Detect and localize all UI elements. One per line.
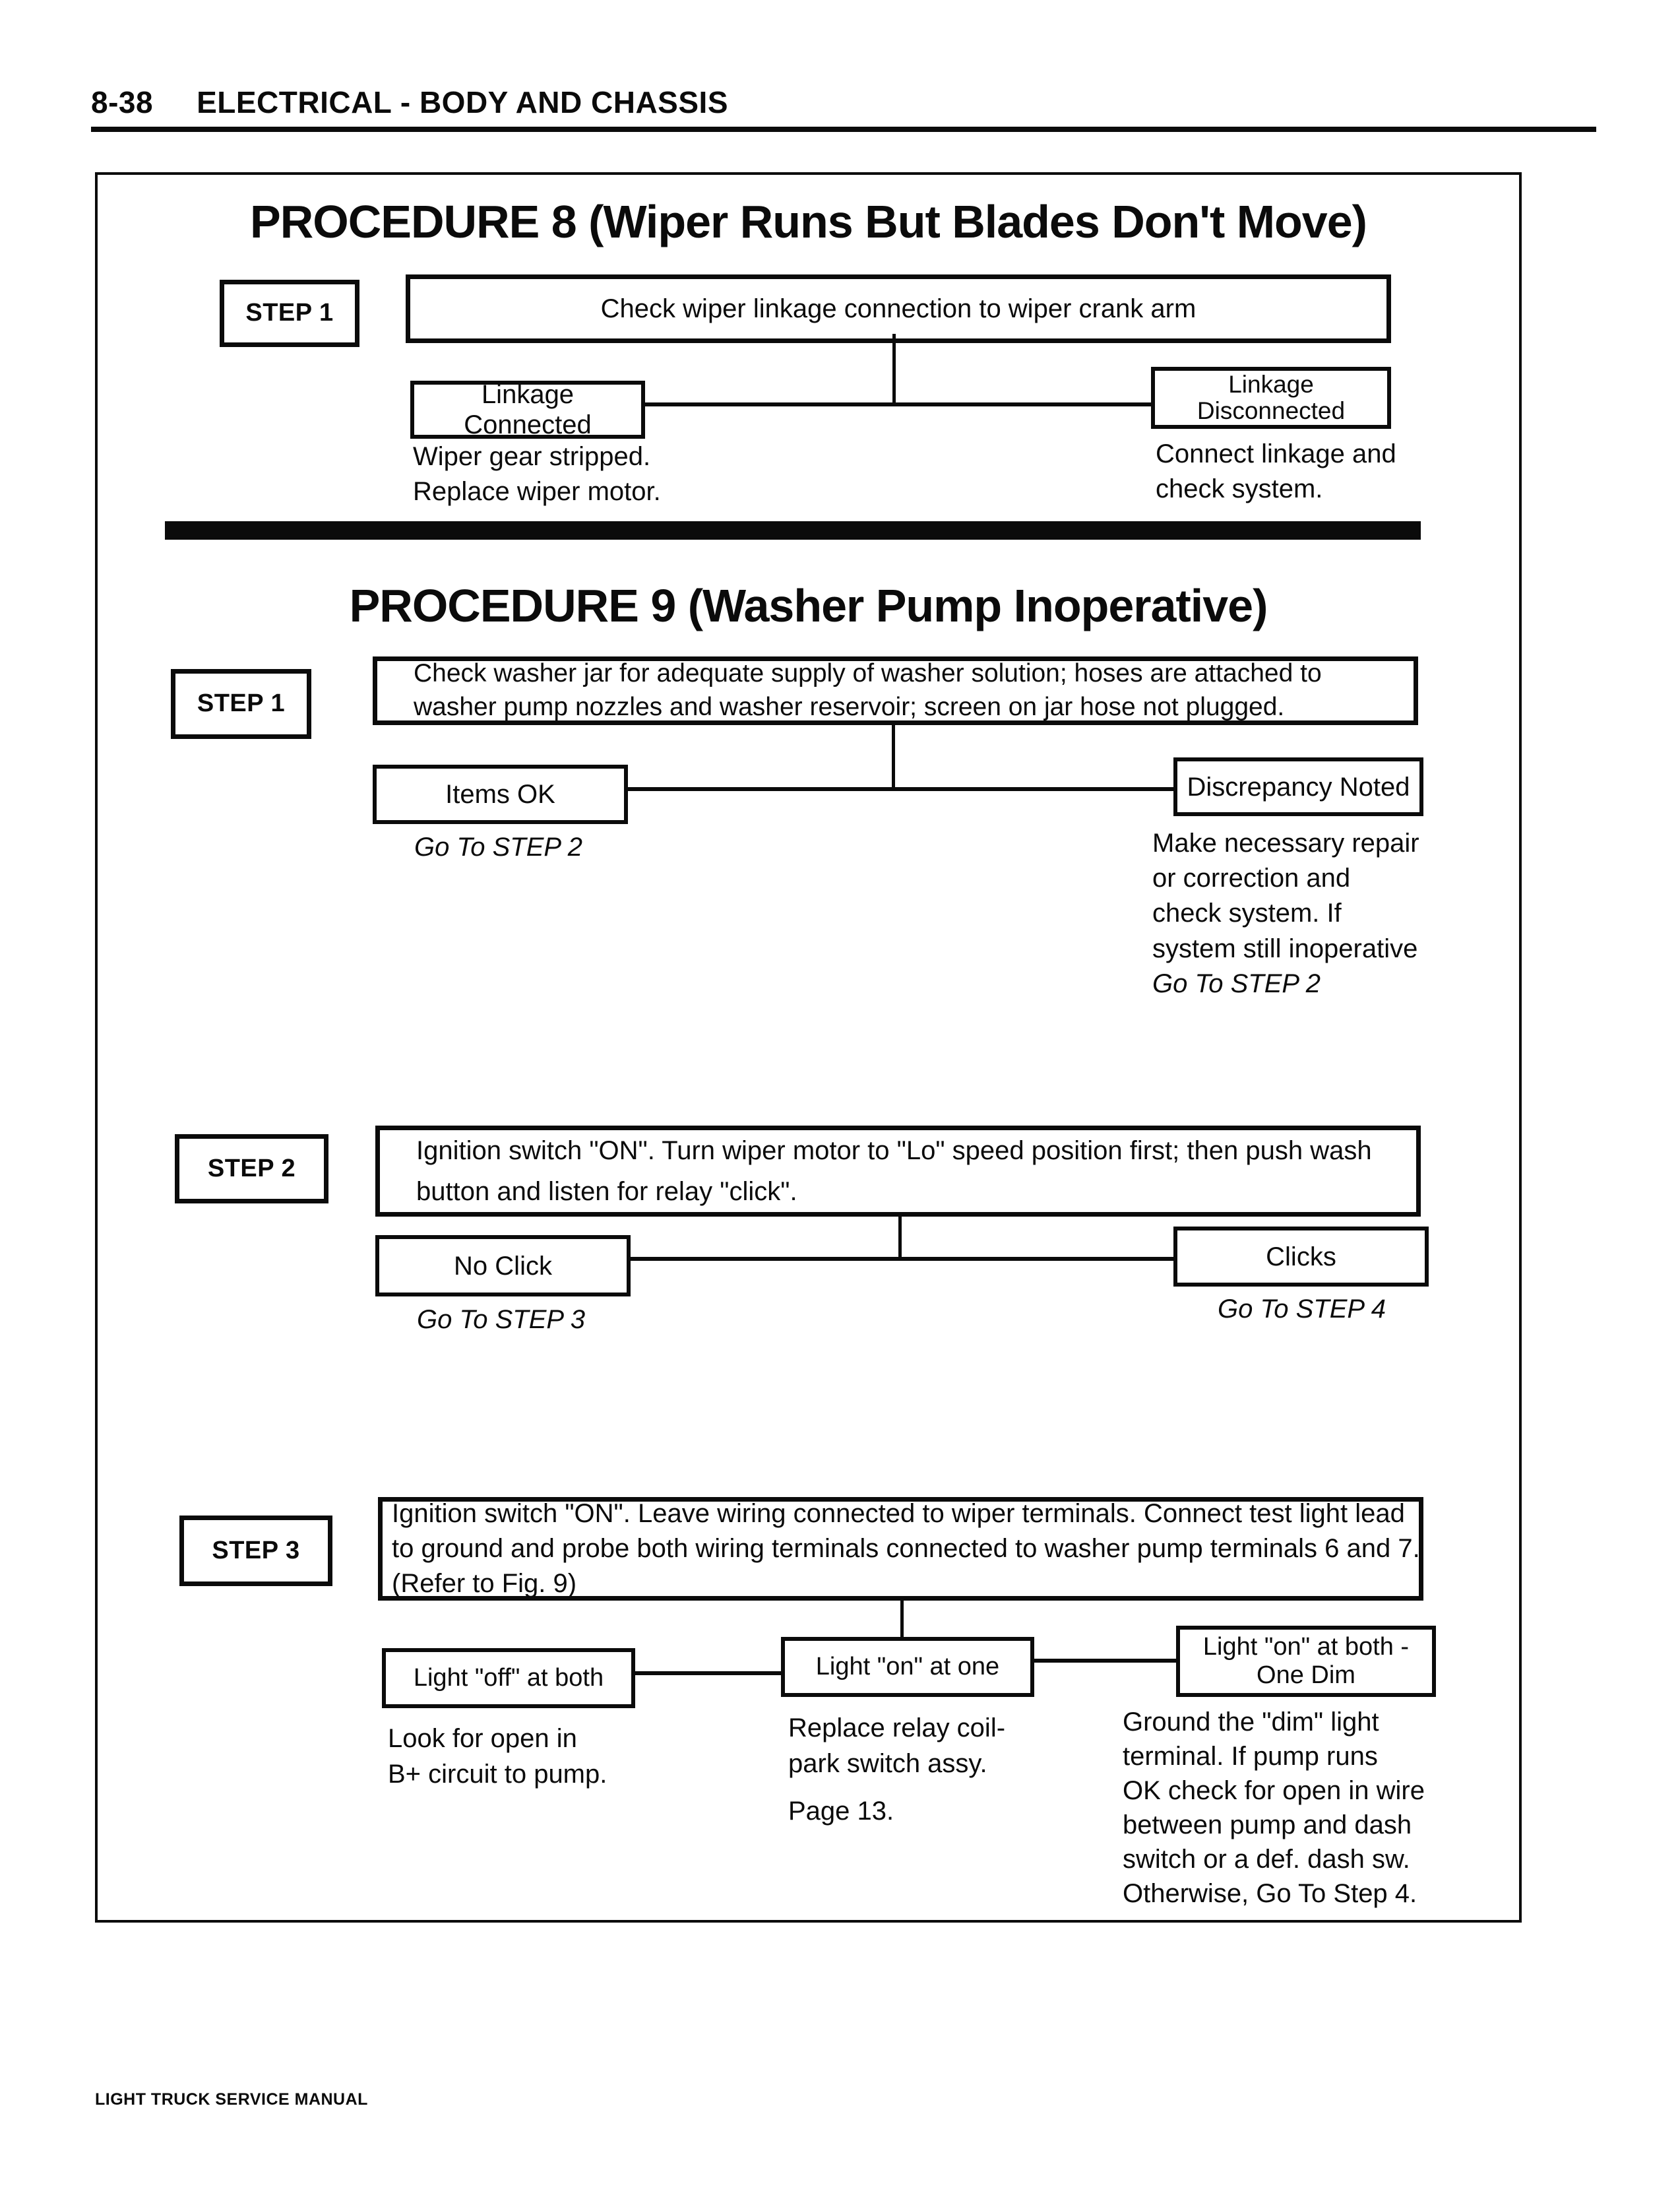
- result-text-linkage-connected: Wiper gear stripped. Replace wiper motor.: [413, 442, 661, 507]
- outcome-box-linkage-connected: [410, 381, 645, 439]
- outcome-box-light-off-both: Light "off" at both: [382, 1648, 635, 1708]
- procedure9-step3-badge: [179, 1516, 332, 1586]
- flow-connector-vertical: [900, 1601, 904, 1639]
- section-title: ELECTRICAL - BODY AND CHASSIS: [197, 85, 729, 119]
- instruction-text: Check wiper linkage connection to wiper crank arm: [600, 294, 1197, 323]
- page-reference: Page 13.: [788, 1797, 894, 1826]
- flow-connector-vertical: [892, 725, 895, 791]
- outcome-label-line: Linkage: [1228, 371, 1314, 399]
- result-text-light-off: Look for open in B+ circuit to pump.: [388, 1724, 607, 1789]
- footer-text: LIGHT TRUCK SERVICE MANUAL: [95, 2090, 368, 2109]
- flow-connector-vertical: [898, 1217, 902, 1260]
- flow-connector-horizontal: [627, 1671, 781, 1675]
- flow-connector-horizontal: [1026, 1659, 1176, 1663]
- procedure9-step3-instruction-box: Ignition switch "ON". Leave wiring connected to wiper terminals. Connect test light lead to ground and probe both wiring terminals connected to washer pump terminals 6 and 7. (Refer to Fig. 9): [378, 1497, 1423, 1601]
- outcome-box-items-ok: Items OK: [373, 765, 628, 824]
- goto-step-4: Go To STEP 4: [1218, 1294, 1386, 1324]
- flow-connector-vertical: [892, 334, 896, 405]
- step-label: STEP 3: [212, 1536, 300, 1564]
- page-header: [91, 84, 728, 120]
- procedure-9-title: PROCEDURE 9 (Washer Pump Inoperative): [349, 580, 1268, 631]
- flow-connector-horizontal: [637, 402, 1154, 406]
- outcome-box-no-click: No Click: [375, 1235, 631, 1296]
- procedure9-step1-instruction-box: Check washer jar for adequate supply of washer solution; hoses are attached to washer pump nozzles and washer reservoir; screen on jar hose not plugged.: [373, 656, 1418, 725]
- flow-connector-horizontal: [620, 787, 1173, 791]
- goto-step-2-right: Go To STEP 2: [1152, 969, 1321, 998]
- outcome-label: Linkage Connected: [464, 380, 592, 439]
- procedure8-step1-instruction-box: [406, 274, 1391, 343]
- procedure8-step1-badge: [220, 280, 359, 347]
- result-text-light-on-one: Replace relay coil- park switch assy. Page 13.: [788, 1710, 1005, 1829]
- step-label: STEP 1: [197, 689, 286, 718]
- result-text-linkage-disconnected: Connect linkage and check system.: [1156, 439, 1396, 504]
- outcome-box-light-on-both-one-dim: Light "on" at both - One Dim: [1176, 1626, 1436, 1697]
- header-rule: [91, 127, 1596, 132]
- section-divider: [165, 521, 1421, 540]
- flow-connector-horizontal: [623, 1257, 1173, 1261]
- result-text-light-on-both: Ground the "dim" light terminal. If pump runs OK check for open in wire between pump and dash switch or a def. dash sw. Otherwise, Go To Step 4.: [1123, 1708, 1425, 1908]
- result-text-discrepancy: Make necessary repair or correction and check system. If system still inoperative Go To STEP 2: [1152, 826, 1419, 1002]
- outcome-box-discrepancy-noted: Discrepancy Noted: [1173, 757, 1423, 816]
- step-label: STEP 2: [207, 1154, 296, 1182]
- step-label: STEP 1: [245, 299, 334, 327]
- goto-step-3: Go To STEP 3: [417, 1305, 585, 1334]
- procedure9-step1-badge: [171, 669, 311, 739]
- outcome-label-line: Disconnected: [1197, 397, 1346, 424]
- outcome-box-light-on-one: Light "on" at one: [781, 1637, 1034, 1697]
- procedure-8-title: PROCEDURE 8 (Wiper Runs But Blades Don't Move): [250, 196, 1367, 247]
- page-number: 8-38: [91, 85, 154, 119]
- outcome-box-linkage-disconnected: [1151, 367, 1391, 429]
- goto-step-2-left: Go To STEP 2: [414, 833, 582, 862]
- procedure9-step2-instruction-box: Ignition switch "ON". Turn wiper motor to "Lo" speed position first; then push wash button and listen for relay "click".: [375, 1126, 1421, 1217]
- procedure9-step2-badge: [175, 1134, 328, 1203]
- outcome-box-clicks: Clicks: [1173, 1227, 1429, 1287]
